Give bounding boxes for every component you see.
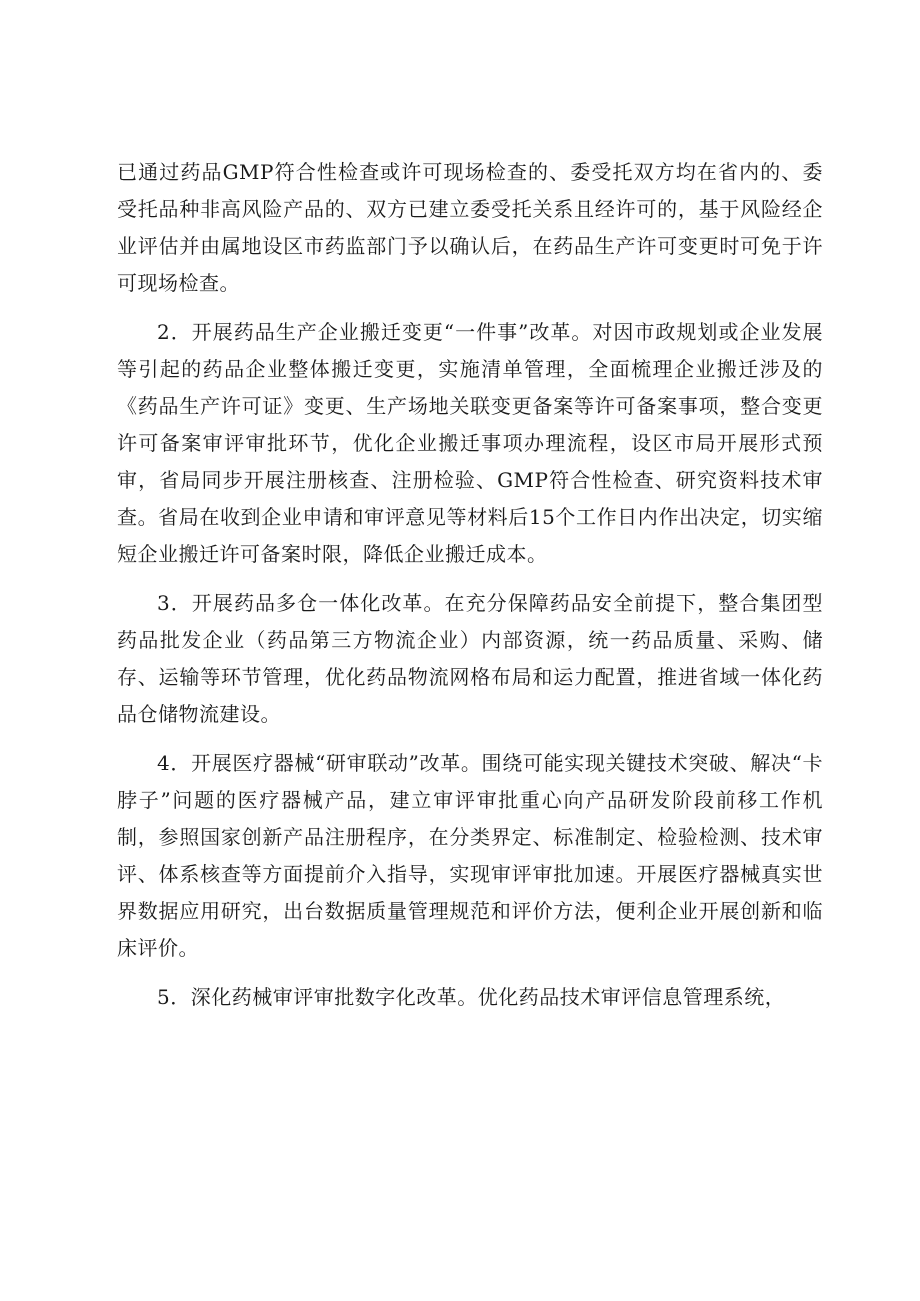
document-body	[117, 154, 823, 1028]
paragraph-item-3: 3．开展药品多仓一体化改革。在充分保障药品安全前提下，整合集团型药品批发企业（药品第三方物流企业）内部资源，统一药品质量、采购、储存、运输等环节管理，优化药品物流网格布局和运力配置，推进省域一体化药品仓储物流建设。	[117, 591, 823, 726]
paragraph-item-5: 5．深化药械审评审批数字化改革。优化药品技术审评信息管理系统，	[157, 985, 786, 1009]
paragraph-continuation: 已通过药品GMP符合性检查或许可现场检查的、委受托双方均在省内的、委受托品种非高风险产品的、双方已建立委受托关系且经许可的，基于风险经企业评估并由属地设区市药监部门予以确认后，在药品生产许可变更时可免于许可现场检查。	[117, 160, 823, 295]
paragraph-item-2: 2．开展药品生产企业搬迁变更“一件事”改革。对因市政规划或企业发展等引起的药品企业整体搬迁变更，实施清单管理，全面梳理企业搬迁涉及的《药品生产许可证》变更、生产场地关联变更备案等许可备案事项，整合变更许可备案审评审批环节，优化企业搬迁事项办理流程，设区市局开展形式预审，省局同步开展注册核查、注册检验、GMP符合性检查、研究资料技术审查。省局在收到企业申请和审评意见等材料后15个工作日内作出决定，切实缩短企业搬迁许可备案时限，降低企业搬迁成本。	[117, 320, 823, 566]
paragraph-item-4: 4．开展医疗器械“研审联动”改革。围绕可能实现关键技术突破、解决“卡脖子”问题的医疗器械产品，建立审评审批重心向产品研发阶段前移工作机制，参照国家创新产品注册程序，在分类界定、标准制定、检验检测、技术审评、体系核查等方面提前介入指导，实现审评审批加速。开展医疗器械真实世界数据应用研究，出台数据质量管理规范和评价方法，便利企业开展创新和临床评价。	[117, 751, 823, 960]
